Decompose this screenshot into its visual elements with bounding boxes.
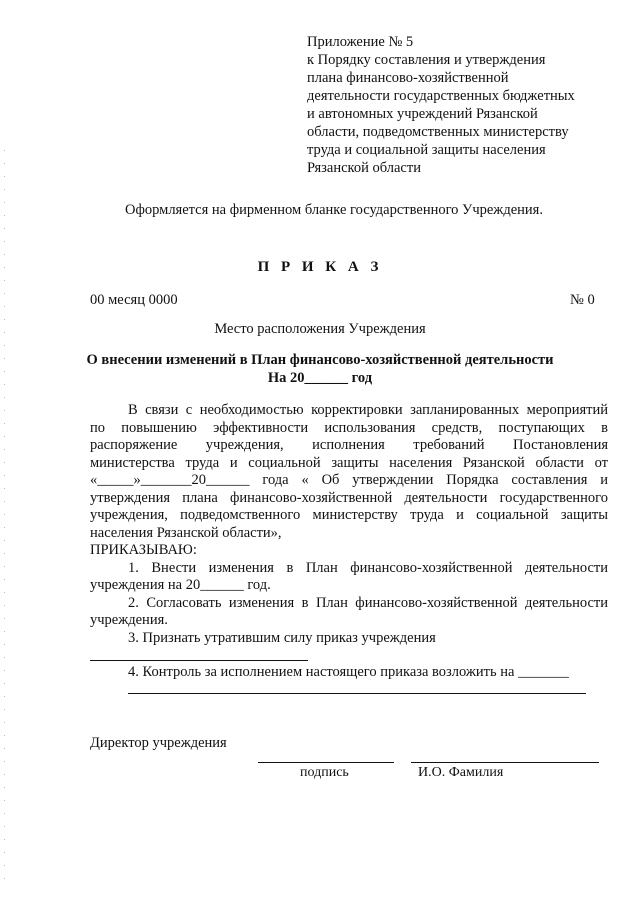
- appendix-line: Рязанской области: [307, 160, 421, 176]
- preamble-paragraph: [90, 402, 608, 647]
- institution-location: Место расположения Учреждения: [214, 321, 426, 337]
- paragraph-line: министерства труда и социальной защиты населения Рязанской области от: [90, 454, 608, 471]
- appendix-line: труда и социальной защиты населения: [307, 142, 546, 158]
- document-title: П Р И К А З: [257, 259, 383, 275]
- order-item-1: 1. Внести изменения в План финансово-хозяйственной деятельности: [128, 559, 608, 576]
- subject-line-2: На 20______ год: [267, 370, 373, 386]
- appendix-line: области, подведомственных министерству: [307, 124, 569, 140]
- order-date: 00 месяц 0000: [90, 292, 178, 308]
- order-item-1-cont: учреждения на 20______ год.: [90, 577, 271, 593]
- order-item-2: 2. Согласовать изменения в План финансово-хозяйственной деятельности: [128, 594, 608, 611]
- order-number: № 0: [570, 292, 595, 308]
- signature-caption: подпись: [300, 765, 349, 780]
- name-line: [411, 762, 599, 763]
- order-item-4: 4. Контроль за исполнением настоящего приказа возложить на _______: [128, 664, 569, 680]
- fill-in-line: [90, 660, 308, 661]
- fill-in-line: [128, 693, 586, 694]
- paragraph-line: населения Рязанской области»,: [90, 524, 282, 541]
- paragraph-line: «_____»_______20______ года « Об утверждении Порядка составления и: [90, 472, 608, 488]
- appendix-line: к Порядку составления и утверждения: [307, 52, 546, 68]
- appendix-line: деятельности государственных бюджетных: [307, 88, 575, 104]
- order-word: ПРИКАЗЫВАЮ:: [90, 542, 197, 558]
- letterhead-note: Оформляется на фирменном бланке государственного Учреждения.: [125, 202, 543, 218]
- paragraph-line: утверждения плана финансово-хозяйственной деятельности государственного: [90, 489, 608, 506]
- paragraph-line: В связи с необходимостью корректировки запланированных мероприятий: [128, 402, 608, 418]
- name-caption: И.О. Фамилия: [418, 765, 504, 780]
- appendix-block: [307, 33, 607, 177]
- order-item-3: 3. Признать утратившим силу приказ учреждения: [128, 629, 436, 646]
- subject-line-1: О внесении изменений в План финансово-хозяйственной деятельности: [86, 352, 554, 368]
- order-item-2-cont: учреждения.: [90, 612, 168, 628]
- appendix-line: Приложение № 5: [307, 34, 414, 50]
- paragraph-line: по повышению эффективности использования средств, поступающих в: [90, 419, 608, 436]
- appendix-line: плана финансово-хозяйственной: [307, 70, 509, 86]
- director-title: Директор учреждения: [90, 735, 227, 751]
- paragraph-line: учреждения, подведомственного министерству труда и социальной защиты: [90, 507, 608, 523]
- paragraph-line: распоряжение учреждения, исполнения требований Постановления: [90, 437, 608, 453]
- signature-line: [258, 762, 394, 763]
- appendix-line: и автономных учреждений Рязанской: [307, 106, 538, 122]
